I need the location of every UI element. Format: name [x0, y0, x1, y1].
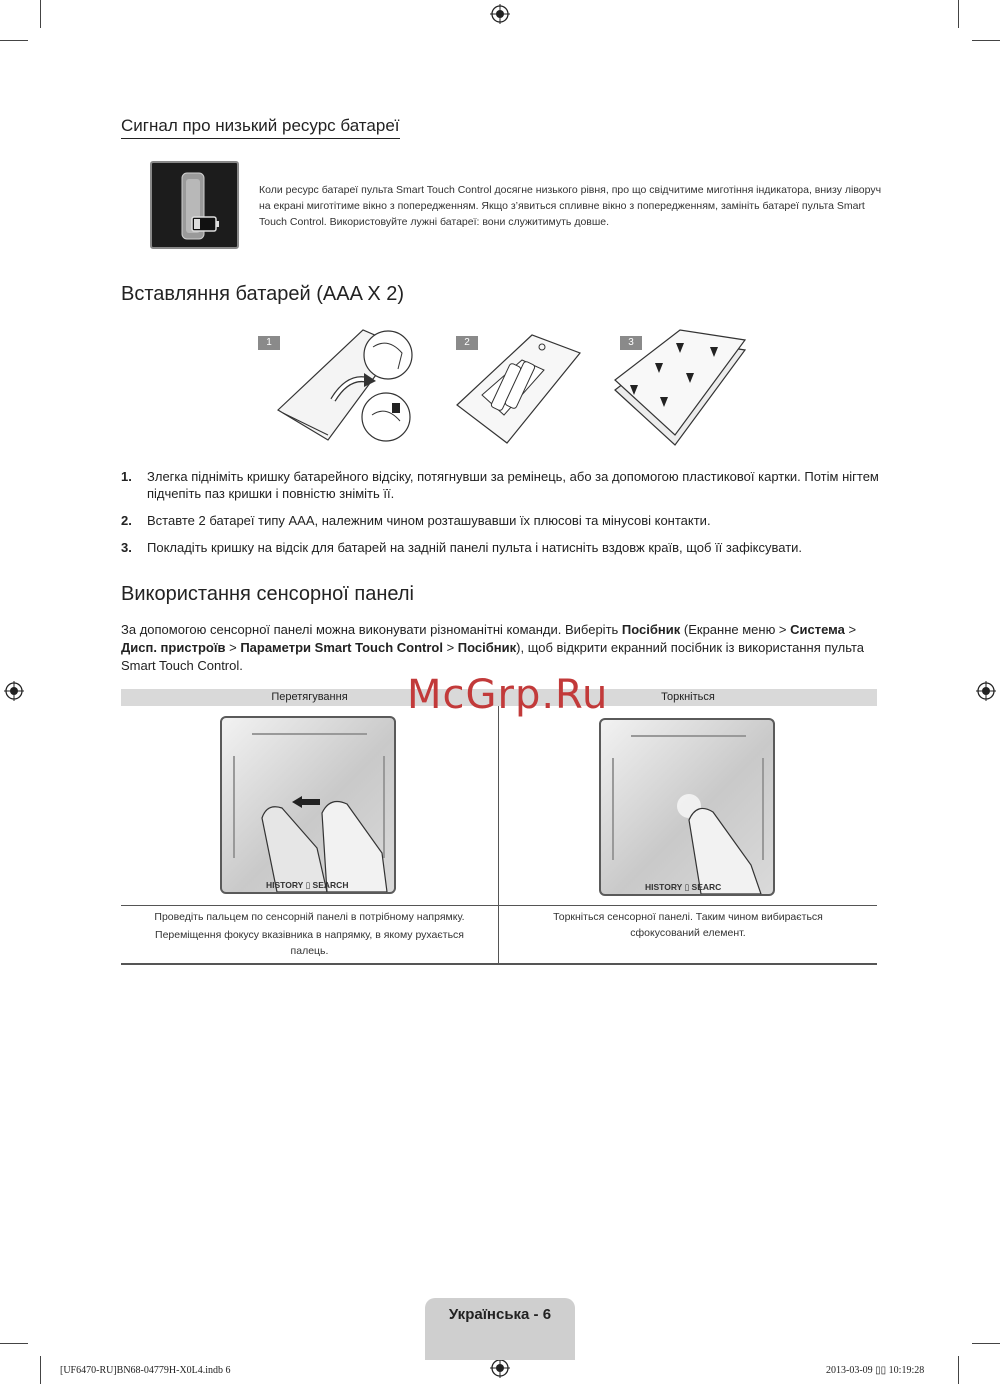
intro-text: >	[442, 640, 458, 655]
step-number: 3.	[121, 540, 132, 555]
step-text: Покладіть кришку на відсік для батарей на задній панелі пульта і натисніть вздовж країв, щоб її зафіксувати.	[147, 540, 803, 555]
tap-description-line: Торкніться сенсорної панелі. Таким чином вибирається	[553, 911, 823, 923]
low-battery-icon	[150, 161, 239, 249]
registration-mark-icon	[4, 681, 24, 701]
step-text: Вставте 2 батареї типу AAA, належним чином розташувавши їх плюсові та мінусові контакти.	[147, 513, 711, 528]
drag-description-line: палець.	[290, 945, 329, 957]
intro-bold: Параметри Smart Touch Control	[240, 640, 443, 655]
insert-steps-list	[121, 468, 881, 566]
intro-text: >	[225, 640, 241, 655]
footer-timestamp: 2013-03-09 ▯▯ 10:19:28	[826, 1365, 925, 1376]
tap-description	[509, 908, 867, 940]
intro-bold: Система	[790, 622, 845, 637]
intro-bold: Дисп. пристроїв	[121, 640, 226, 655]
intro-text: (Екранне меню >	[680, 622, 791, 637]
intro-text: ), щоб відкрити екранний посібник із використання пульта Smart Touch Control.	[121, 640, 864, 673]
touch-gestures-table	[121, 689, 877, 964]
intro-bold: Посібник	[621, 622, 681, 637]
drag-description-line: Переміщення фокусу вказівника в напрямку, в якому рухається	[155, 929, 464, 941]
figure-label: 2	[456, 336, 478, 350]
registration-mark-icon	[976, 681, 996, 701]
crop-mark	[0, 40, 28, 41]
crop-mark	[0, 1343, 28, 1344]
pad-label: HISTORY ▯ SEARC	[645, 882, 722, 892]
list-item	[121, 468, 881, 502]
table-divider	[121, 905, 877, 906]
attach-cover-illustration	[610, 325, 755, 450]
figure-label: 3	[620, 336, 642, 350]
step-number: 2.	[121, 513, 132, 528]
battery-description: Коли ресурс батареї пульта Smart Touch Control досягне низького рівня, про що свідчитиме миготіння індикатора, внизу ліворуч на екрані миготітиме вікно з попередженням. Якщо з’явиться спливне вікно з попередженням, замініть батареї пульта Smart Touch Control. Використовуйте лужні батареї: вони служитимуть довше.	[259, 184, 882, 228]
list-item	[121, 512, 881, 529]
touch-section-title: Використання сенсорної панелі	[121, 583, 414, 605]
intro-bold: Посібник	[457, 640, 517, 655]
insert-batteries-illustration	[452, 325, 587, 450]
page-number-label: Українська - 6	[448, 1306, 552, 1323]
crop-mark	[40, 1356, 41, 1384]
footer-file-info: [UF6470-RU]BN68-04779H-X0L4.indb 6	[60, 1365, 231, 1376]
watermark: McGrp.Ru	[407, 672, 609, 718]
crop-mark	[40, 0, 41, 28]
tap-description-line: сфокусований елемент.	[630, 927, 746, 939]
touch-pad-drag-illustration	[220, 716, 396, 894]
touch-pad-tap-illustration	[599, 718, 775, 896]
crop-mark	[958, 1356, 959, 1384]
crop-mark	[972, 1343, 1000, 1344]
step-number: 1.	[121, 469, 132, 484]
remove-cover-illustration	[268, 325, 418, 450]
intro-text: За допомогою сенсорної панелі можна виконувати різноманітні команди. Виберіть	[121, 622, 622, 637]
column-header-tap: Торкніться	[661, 691, 715, 703]
crop-mark	[958, 0, 959, 28]
intro-text: >	[844, 622, 857, 637]
table-divider	[498, 706, 499, 963]
battery-section-title: Сигнал про низький ресурс батареї	[121, 116, 400, 139]
figure-label: 1	[258, 336, 280, 350]
list-item	[121, 539, 881, 556]
table-divider	[121, 963, 877, 965]
drag-description-line: Проведіть пальцем по сенсорній панелі в потрібному напрямку.	[154, 911, 465, 923]
crop-mark	[972, 40, 1000, 41]
insert-section-title: Вставляння батарей (AAA X 2)	[121, 283, 405, 305]
drag-description	[131, 908, 488, 958]
registration-mark-icon	[490, 4, 510, 24]
pad-label: HISTORY ▯ SEARCH	[266, 880, 349, 890]
step-text: Злегка підніміть кришку батарейного відсіку, потягнувши за ремінець, або за допомогою пластикової картки. Потім нігтем підчепіть паз кришки і повністю зніміть її.	[147, 469, 879, 501]
registration-mark-icon	[490, 1358, 510, 1378]
column-header-drag: Перетягування	[271, 691, 348, 703]
touch-intro-paragraph	[121, 621, 881, 675]
